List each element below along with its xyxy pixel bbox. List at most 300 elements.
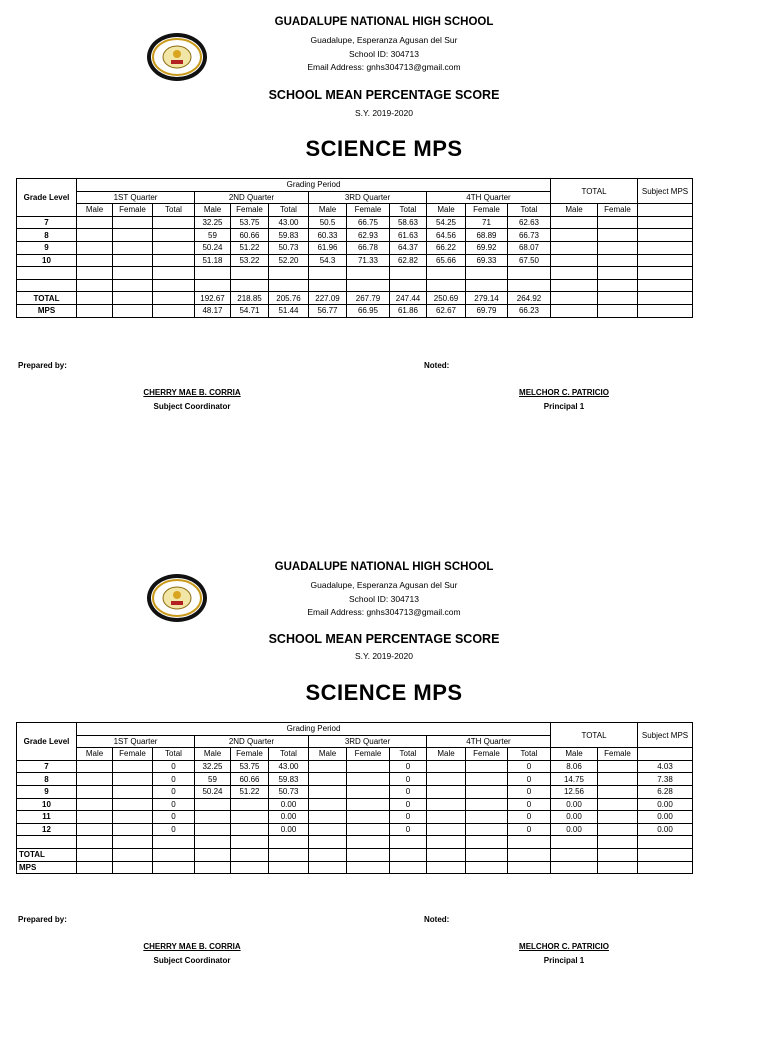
table-cell: 66.22 xyxy=(427,241,466,254)
table-cell xyxy=(153,279,195,292)
table-cell xyxy=(598,836,638,849)
table-cell: 60.66 xyxy=(231,773,269,786)
table-cell: 267.79 xyxy=(347,292,390,305)
grade-level-cell: 9 xyxy=(17,241,77,254)
table-cell: 59.83 xyxy=(269,229,309,242)
table-cell xyxy=(77,861,113,874)
table-cell: 0 xyxy=(508,760,551,773)
table-row xyxy=(17,292,693,305)
table-cell xyxy=(551,279,598,292)
table-cell xyxy=(508,279,551,292)
table-row xyxy=(17,848,693,861)
total-header: TOTAL xyxy=(551,723,638,748)
table-cell: 0 xyxy=(390,773,427,786)
table-cell xyxy=(77,292,113,305)
grading-period-header: Grading Period xyxy=(77,723,551,736)
quarter-header: 1ST Quarter xyxy=(77,191,195,204)
subject-title: SCIENCE MPS xyxy=(305,680,463,705)
table-cell: 0 xyxy=(390,785,427,798)
table-cell xyxy=(77,241,113,254)
table-cell xyxy=(77,304,113,317)
table-cell xyxy=(231,267,269,280)
grade-level-header: Grade Level xyxy=(17,723,77,761)
table-cell xyxy=(231,861,269,874)
table-cell: 192.67 xyxy=(195,292,231,305)
table-cell xyxy=(195,798,231,811)
table-cell: 61.63 xyxy=(390,229,427,242)
table-cell: 66.23 xyxy=(508,304,551,317)
table-cell xyxy=(113,292,153,305)
mps-table xyxy=(16,722,693,874)
table-cell: 61.86 xyxy=(390,304,427,317)
table-cell: 61.96 xyxy=(309,241,347,254)
col-male: Male xyxy=(77,204,113,217)
quarter-header: 2ND Quarter xyxy=(195,735,309,748)
table-cell xyxy=(427,773,466,786)
table-cell: 0 xyxy=(153,811,195,824)
table-cell xyxy=(598,216,638,229)
table-cell xyxy=(551,216,598,229)
quarter-header: 3RD Quarter xyxy=(309,735,427,748)
table-cell xyxy=(269,861,309,874)
col-total: Total xyxy=(153,204,195,217)
table-cell xyxy=(269,267,309,280)
table-cell: 51.22 xyxy=(231,785,269,798)
table-row xyxy=(17,241,693,254)
table-cell: 12.56 xyxy=(551,785,598,798)
table-cell: 53.75 xyxy=(231,216,269,229)
school-year: S.Y. 2019-2020 xyxy=(355,108,413,118)
table-cell xyxy=(390,279,427,292)
col-female: Female xyxy=(231,204,269,217)
grade-level-cell xyxy=(17,267,77,280)
table-body xyxy=(17,760,693,873)
table-cell xyxy=(598,760,638,773)
table-cell xyxy=(466,848,508,861)
grade-level-cell: 7 xyxy=(17,760,77,773)
school-address: Guadalupe, Esperanza Agusan del Sur xyxy=(310,580,458,590)
col-male: Male xyxy=(309,748,347,761)
table-cell: 69.33 xyxy=(466,254,508,267)
table-cell xyxy=(347,836,390,849)
table-cell: 54.71 xyxy=(231,304,269,317)
table-cell: 0 xyxy=(508,798,551,811)
principal-name: MELCHOR C. PATRICIO xyxy=(519,942,609,951)
table-cell xyxy=(153,229,195,242)
grade-level-cell xyxy=(17,279,77,292)
grading-period-header: Grading Period xyxy=(77,179,551,192)
col-female: Female xyxy=(466,748,508,761)
col-subject-mps xyxy=(638,748,693,761)
table-cell xyxy=(638,861,693,874)
table-cell xyxy=(638,216,693,229)
table-cell xyxy=(347,848,390,861)
noted-label: Noted: xyxy=(424,915,450,924)
col-female: Female xyxy=(231,748,269,761)
col-male: Male xyxy=(77,748,113,761)
table-cell xyxy=(390,267,427,280)
table-cell: 50.24 xyxy=(195,785,231,798)
table-cell: 0.00 xyxy=(269,811,309,824)
table-cell: 6.28 xyxy=(638,785,693,798)
table-cell: 14.75 xyxy=(551,773,598,786)
table-cell: 0 xyxy=(508,823,551,836)
report-page-2 xyxy=(0,545,768,1057)
table-cell: 66.73 xyxy=(508,229,551,242)
table-cell xyxy=(231,848,269,861)
principal-role: Principal 1 xyxy=(543,402,585,411)
table-cell xyxy=(113,267,153,280)
grade-level-cell: MPS xyxy=(17,304,77,317)
table-cell xyxy=(309,798,347,811)
table-cell: 50.5 xyxy=(309,216,347,229)
table-cell xyxy=(427,267,466,280)
table-cell: 43.00 xyxy=(269,216,309,229)
table-cell xyxy=(195,267,231,280)
table-cell xyxy=(466,861,508,874)
col-total: Total xyxy=(508,748,551,761)
grade-level-cell: 7 xyxy=(17,216,77,229)
table-cell: 0 xyxy=(390,811,427,824)
table-cell: 279.14 xyxy=(466,292,508,305)
report-page-1 xyxy=(0,0,768,512)
table-cell xyxy=(113,785,153,798)
table-cell xyxy=(347,760,390,773)
table-cell: 0.00 xyxy=(269,823,309,836)
table-cell xyxy=(598,304,638,317)
table-cell xyxy=(195,848,231,861)
table-cell xyxy=(427,861,466,874)
grade-level-cell xyxy=(17,836,77,849)
table-cell xyxy=(347,267,390,280)
table-cell xyxy=(153,848,195,861)
noted-label: Noted: xyxy=(424,361,450,370)
table-cell xyxy=(153,254,195,267)
table-cell xyxy=(638,254,693,267)
table-cell: 0.00 xyxy=(551,823,598,836)
table-cell: 0 xyxy=(153,773,195,786)
col-female: Female xyxy=(113,204,153,217)
table-cell xyxy=(153,861,195,874)
table-cell: 69.79 xyxy=(466,304,508,317)
table-cell xyxy=(551,241,598,254)
table-cell xyxy=(598,798,638,811)
table-cell: 0.00 xyxy=(269,798,309,811)
grade-level-cell: TOTAL xyxy=(17,292,77,305)
table-cell xyxy=(508,267,551,280)
table-cell: 32.25 xyxy=(195,760,231,773)
table-cell xyxy=(466,785,508,798)
table-cell xyxy=(77,823,113,836)
table-cell xyxy=(427,785,466,798)
table-cell: 0 xyxy=(508,785,551,798)
table-cell xyxy=(638,241,693,254)
col-male: Male xyxy=(551,204,598,217)
table-cell xyxy=(466,836,508,849)
table-cell: 62.63 xyxy=(508,216,551,229)
table-cell: 48.17 xyxy=(195,304,231,317)
table-cell xyxy=(113,848,153,861)
table-cell: 54.25 xyxy=(427,216,466,229)
table-cell xyxy=(113,823,153,836)
table-cell xyxy=(638,304,693,317)
table-cell xyxy=(390,848,427,861)
report-title: SCHOOL MEAN PERCENTAGE SCORE xyxy=(268,632,500,646)
table-cell xyxy=(309,836,347,849)
table-row xyxy=(17,760,693,773)
table-cell xyxy=(77,798,113,811)
table-cell: 4.03 xyxy=(638,760,693,773)
table-cell xyxy=(113,773,153,786)
table-cell: 0.00 xyxy=(551,798,598,811)
coordinator-role: Subject Coordinator xyxy=(153,402,231,411)
table-cell xyxy=(347,823,390,836)
table-cell xyxy=(551,304,598,317)
table-cell xyxy=(638,836,693,849)
table-cell xyxy=(309,848,347,861)
col-female: Female xyxy=(466,204,508,217)
table-cell: 0.00 xyxy=(638,811,693,824)
table-cell xyxy=(113,229,153,242)
table-cell xyxy=(598,267,638,280)
table-cell xyxy=(153,292,195,305)
school-id: School ID: 304713 xyxy=(349,49,419,59)
table-cell xyxy=(390,861,427,874)
table-cell xyxy=(427,760,466,773)
table-cell xyxy=(195,811,231,824)
table-cell xyxy=(153,304,195,317)
table-cell: 250.69 xyxy=(427,292,466,305)
quarter-header: 1ST Quarter xyxy=(77,735,195,748)
table-cell xyxy=(231,798,269,811)
table-cell xyxy=(153,241,195,254)
table-row xyxy=(17,811,693,824)
table-cell xyxy=(466,798,508,811)
table-cell: 7.38 xyxy=(638,773,693,786)
table-cell xyxy=(309,267,347,280)
col-male: Male xyxy=(427,204,466,217)
subject-mps-header: Subject MPS xyxy=(638,723,693,748)
table-cell xyxy=(551,254,598,267)
table-cell xyxy=(195,836,231,849)
prepared-by-label: Prepared by: xyxy=(18,915,67,924)
grade-level-cell: 9 xyxy=(17,785,77,798)
table-cell xyxy=(153,216,195,229)
grade-level-cell: 11 xyxy=(17,811,77,824)
table-cell xyxy=(466,823,508,836)
table-cell xyxy=(347,811,390,824)
quarter-header: 4TH Quarter xyxy=(427,191,551,204)
table-cell xyxy=(638,267,693,280)
table-row xyxy=(17,798,693,811)
table-cell xyxy=(598,254,638,267)
table-row xyxy=(17,267,693,280)
table-cell: 59 xyxy=(195,229,231,242)
table-cell: 0 xyxy=(390,760,427,773)
grade-level-header: Grade Level xyxy=(17,179,77,217)
table-cell xyxy=(508,848,551,861)
table-cell xyxy=(309,861,347,874)
col-female: Female xyxy=(113,748,153,761)
table-cell: 62.93 xyxy=(347,229,390,242)
table-cell: 50.24 xyxy=(195,241,231,254)
table-cell xyxy=(598,229,638,242)
table-cell xyxy=(153,836,195,849)
table-cell xyxy=(113,304,153,317)
table-cell: 59.83 xyxy=(269,773,309,786)
col-total: Total xyxy=(508,204,551,217)
table-cell: 64.56 xyxy=(427,229,466,242)
coordinator-role: Subject Coordinator xyxy=(153,956,231,965)
table-cell: 51.18 xyxy=(195,254,231,267)
table-cell: 50.73 xyxy=(269,785,309,798)
col-total: Total xyxy=(153,748,195,761)
principal-role: Principal 1 xyxy=(543,956,585,965)
grade-level-cell: TOTAL xyxy=(17,848,77,861)
col-total: Total xyxy=(390,748,427,761)
table-cell xyxy=(551,229,598,242)
grade-level-cell: 10 xyxy=(17,798,77,811)
school-address: Guadalupe, Esperanza Agusan del Sur xyxy=(310,35,458,45)
table-row xyxy=(17,304,693,317)
table-cell xyxy=(77,760,113,773)
col-total: Total xyxy=(269,204,309,217)
col-female: Female xyxy=(347,204,390,217)
school-email: Email Address: gnhs304713@gmail.com xyxy=(307,62,461,72)
quarter-header: 3RD Quarter xyxy=(309,191,427,204)
table-body xyxy=(17,216,693,317)
table-cell xyxy=(77,254,113,267)
table-cell: 247.44 xyxy=(390,292,427,305)
coordinator-name: CHERRY MAE B. CORRIA xyxy=(143,942,241,951)
table-cell: 0 xyxy=(508,773,551,786)
table-cell xyxy=(427,848,466,861)
table-cell: 43.00 xyxy=(269,760,309,773)
table-cell xyxy=(77,773,113,786)
table-cell xyxy=(113,241,153,254)
table-cell xyxy=(466,267,508,280)
table-cell: 58.63 xyxy=(390,216,427,229)
subject-mps-header: Subject MPS xyxy=(638,179,693,204)
table-cell: 53.75 xyxy=(231,760,269,773)
table-cell: 67.50 xyxy=(508,254,551,267)
table-cell: 264.92 xyxy=(508,292,551,305)
table-cell xyxy=(427,836,466,849)
table-cell: 8.06 xyxy=(551,760,598,773)
table-cell xyxy=(598,861,638,874)
table-cell: 0 xyxy=(153,785,195,798)
table-row xyxy=(17,216,693,229)
col-subject-mps xyxy=(638,204,693,217)
total-header: TOTAL xyxy=(551,179,638,204)
table-cell xyxy=(113,798,153,811)
table-cell xyxy=(508,836,551,849)
grade-level-cell: 12 xyxy=(17,823,77,836)
table-cell: 0.00 xyxy=(551,811,598,824)
table-cell xyxy=(309,760,347,773)
table-cell xyxy=(113,254,153,267)
col-male: Male xyxy=(195,748,231,761)
table-cell xyxy=(347,773,390,786)
table-cell xyxy=(77,216,113,229)
table-cell xyxy=(77,811,113,824)
table-cell: 50.73 xyxy=(269,241,309,254)
table-cell: 60.33 xyxy=(309,229,347,242)
table-cell: 62.67 xyxy=(427,304,466,317)
table-cell: 0 xyxy=(153,798,195,811)
table-cell xyxy=(195,279,231,292)
quarter-header: 2ND Quarter xyxy=(195,191,309,204)
table-cell xyxy=(347,861,390,874)
table-cell xyxy=(551,861,598,874)
table-cell xyxy=(153,267,195,280)
table-cell xyxy=(231,811,269,824)
table-cell: 205.76 xyxy=(269,292,309,305)
table-cell: 66.78 xyxy=(347,241,390,254)
table-cell xyxy=(551,292,598,305)
table-cell: 227.09 xyxy=(309,292,347,305)
table-cell xyxy=(77,267,113,280)
table-row xyxy=(17,836,693,849)
table-cell: 68.89 xyxy=(466,229,508,242)
table-cell xyxy=(551,836,598,849)
table-cell xyxy=(638,292,693,305)
table-cell: 68.07 xyxy=(508,241,551,254)
col-male: Male xyxy=(427,748,466,761)
table-cell xyxy=(309,823,347,836)
table-cell: 51.22 xyxy=(231,241,269,254)
col-total: Total xyxy=(269,748,309,761)
subject-title: SCIENCE MPS xyxy=(305,136,463,161)
table-cell xyxy=(427,279,466,292)
table-cell xyxy=(347,279,390,292)
table-cell xyxy=(427,823,466,836)
table-cell: 53.22 xyxy=(231,254,269,267)
table-cell xyxy=(309,773,347,786)
table-cell xyxy=(466,760,508,773)
table-cell xyxy=(598,279,638,292)
table-cell xyxy=(113,861,153,874)
table-cell xyxy=(466,773,508,786)
table-cell xyxy=(598,773,638,786)
table-cell xyxy=(638,848,693,861)
school-name: GUADALUPE NATIONAL HIGH SCHOOL xyxy=(274,16,494,28)
grade-level-cell: MPS xyxy=(17,861,77,874)
table-cell xyxy=(231,823,269,836)
grade-level-cell: 8 xyxy=(17,229,77,242)
table-cell: 32.25 xyxy=(195,216,231,229)
table-cell: 52.20 xyxy=(269,254,309,267)
table-cell xyxy=(77,836,113,849)
table-cell xyxy=(113,760,153,773)
table-cell xyxy=(113,836,153,849)
table-cell xyxy=(113,811,153,824)
table-cell xyxy=(466,811,508,824)
school-email: Email Address: gnhs304713@gmail.com xyxy=(307,607,461,617)
table-cell: 59 xyxy=(195,773,231,786)
table-cell: 0 xyxy=(153,823,195,836)
table-cell xyxy=(309,279,347,292)
quarter-header: 4TH Quarter xyxy=(427,735,551,748)
table-cell xyxy=(113,216,153,229)
table-cell xyxy=(551,848,598,861)
table-cell xyxy=(598,241,638,254)
table-cell: 66.95 xyxy=(347,304,390,317)
table-cell: 0 xyxy=(153,760,195,773)
coordinator-name: CHERRY MAE B. CORRIA xyxy=(143,388,241,397)
school-name: GUADALUPE NATIONAL HIGH SCHOOL xyxy=(274,561,494,573)
school-id: School ID: 304713 xyxy=(349,594,419,604)
